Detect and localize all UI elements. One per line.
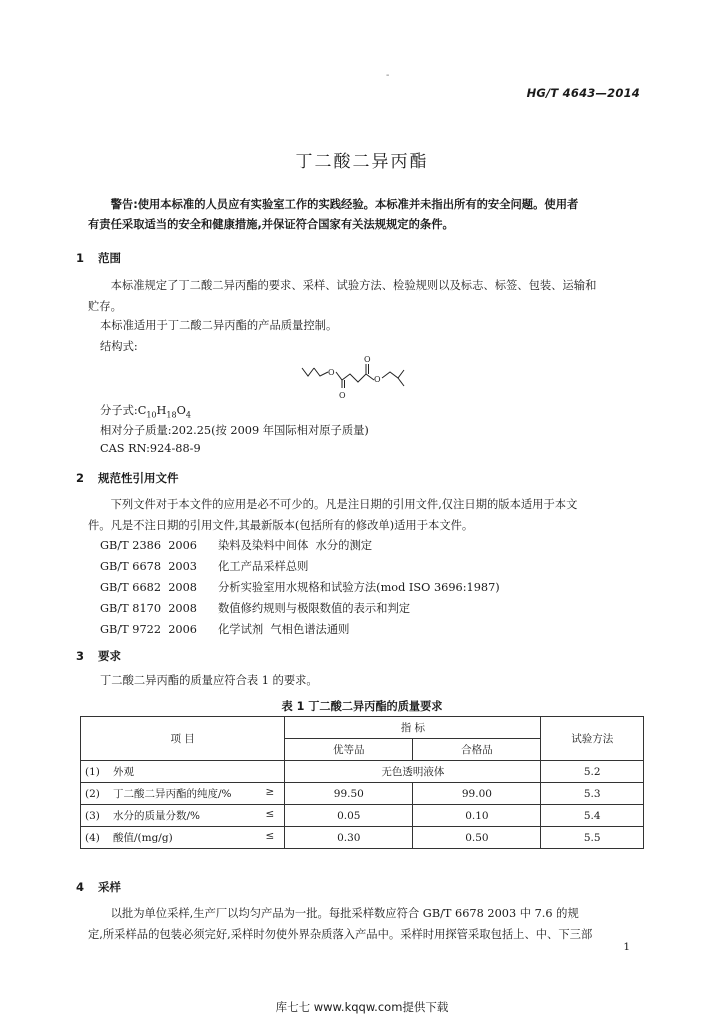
text-line: 定,所采样品的包装必须完好,采样时勿使外界杂质落入产品中。采样时用探管采取包括上、中、下三部 xyxy=(88,928,593,941)
structural-formula xyxy=(298,354,410,402)
reference-code: GB/T 9722 2006 xyxy=(100,623,197,636)
item-number: (2) xyxy=(85,788,100,800)
method-cell: 5.2 xyxy=(541,761,644,783)
reference-title: 化学试剂 气相色谱法通则 xyxy=(218,623,350,636)
text-line: 以批为单位采样,生产厂以均匀产品为一批。每批采样数应符合 GB/T 6678 2003 中 7.6 的规 xyxy=(110,907,579,920)
structure-left-isopropyl xyxy=(302,368,314,376)
table-caption: 表 1 丁二酸二异丙酯的质量要求 xyxy=(281,700,443,713)
method-cell: 5.3 xyxy=(541,783,644,805)
qualified-value-cell: 99.00 xyxy=(413,783,541,805)
reference-code: GB/T 8170 2008 xyxy=(100,602,197,615)
cas-number: CAS RN:924-88-9 xyxy=(100,442,201,455)
document-title: 丁二酸二异丙酯 xyxy=(295,152,429,172)
sampling-paragraph xyxy=(88,903,640,945)
section-title: 要求 xyxy=(98,649,121,663)
reference-item xyxy=(100,558,308,574)
item-limit-symbol: ≥ xyxy=(265,786,275,798)
item-name: 酸值/(mg/g) xyxy=(113,832,173,844)
reference-title: 化工产品采样总则 xyxy=(218,560,309,573)
molecular-formula xyxy=(100,402,191,419)
section-number: 2 xyxy=(76,471,85,485)
structure-label: 结构式: xyxy=(100,340,138,353)
section-number: 3 xyxy=(76,649,85,663)
structure-carbonyl-o-top: O xyxy=(364,355,371,364)
item-limit-symbol: ≤ xyxy=(265,830,275,842)
reference-code: GB/T 2386 2006 xyxy=(100,539,197,552)
reference-item xyxy=(100,537,372,553)
section-title: 范围 xyxy=(98,251,121,265)
item-cell xyxy=(81,783,285,805)
superior-value-cell: 0.30 xyxy=(285,827,413,849)
formula-prefix: 分子式:C xyxy=(100,404,147,417)
reference-title: 分析实验室用水规格和试验方法(mod ISO 3696:1987) xyxy=(218,581,500,594)
table-row xyxy=(81,783,644,805)
warning-line-1: 警告:使用本标准的人员应有实验室工作的实践经验。本标准并未指出所有的安全问题。使用者 xyxy=(110,198,579,211)
download-footer: 库七七 www.kqqw.com提供下载 xyxy=(275,1000,449,1014)
header-superior-grade: 优等品 xyxy=(285,739,413,761)
text-line: 本标准规定了丁二酸二异丙酯的要求、采样、试验方法、检验规则以及标志、标签、包装、运输和 xyxy=(110,279,597,292)
method-cell: 5.5 xyxy=(541,827,644,849)
warning-line-2: 有责任采取适当的安全和健康措施,并保证符合国家有关法规规定的条件。 xyxy=(88,218,454,231)
section-4-heading xyxy=(76,879,121,895)
header-test-method: 试验方法 xyxy=(541,717,644,761)
section-title: 采样 xyxy=(98,880,121,894)
warning-paragraph xyxy=(88,195,640,235)
structure-chain xyxy=(314,368,328,376)
normative-references-paragraph xyxy=(88,494,640,536)
molecular-weight: 相对分子质量:202.25(按 2009 年国际相对原子质量) xyxy=(100,424,369,437)
structure-right-methyl xyxy=(398,378,404,386)
table-row xyxy=(81,805,644,827)
item-name: 外观 xyxy=(113,766,134,778)
qualified-value-cell: 0.50 xyxy=(413,827,541,849)
reference-code: GB/T 6682 2008 xyxy=(100,581,197,594)
header-dot: - xyxy=(386,70,390,81)
scope-paragraph-2: 本标准适用于丁二酸二异丙酯的产品质量控制。 xyxy=(100,319,338,332)
requirements-paragraph: 丁二酸二异丙酯的质量应符合表 1 的要求。 xyxy=(100,674,318,687)
superior-value-cell: 0.05 xyxy=(285,805,413,827)
merged-value-cell: 无色透明液体 xyxy=(285,761,541,783)
item-number: (3) xyxy=(85,810,100,822)
reference-item xyxy=(100,579,500,595)
structure-carbonyl-o-bottom: O xyxy=(339,391,346,400)
item-cell xyxy=(81,761,285,783)
item-cell xyxy=(81,805,285,827)
scope-paragraph-1 xyxy=(88,275,640,317)
header-item: 项 目 xyxy=(81,717,285,761)
formula-h: H xyxy=(156,404,167,417)
section-1-heading xyxy=(76,250,121,266)
item-name: 水分的质量分数/% xyxy=(113,810,201,822)
reference-item xyxy=(100,621,349,637)
reference-title: 染料及染料中间体 水分的测定 xyxy=(218,539,373,552)
formula-o-count: 4 xyxy=(185,410,191,420)
formula-h-count: 18 xyxy=(166,410,177,420)
table-row xyxy=(81,761,644,783)
text-line: 件。凡是不注日期的引用文件,其最新版本(包括所有的修改单)适用于本文件。 xyxy=(88,519,474,532)
standard-code: HG/T 4643—2014 xyxy=(526,86,640,100)
item-number: (1) xyxy=(85,766,100,778)
quality-requirements-table xyxy=(80,716,644,849)
reference-code: GB/T 6678 2003 xyxy=(100,560,197,573)
structure-right-chain xyxy=(382,370,404,378)
formula-o: O xyxy=(176,404,186,417)
structure-ester-o-right: O xyxy=(374,375,381,384)
reference-item xyxy=(100,600,410,616)
table-row xyxy=(81,827,644,849)
header-qualified-grade: 合格品 xyxy=(413,739,541,761)
item-name: 丁二酸二异丙酯的纯度/% xyxy=(113,788,232,800)
text-line: 贮存。 xyxy=(88,300,122,313)
section-number: 4 xyxy=(76,880,85,894)
section-number: 1 xyxy=(76,251,85,265)
text-line: 下列文件对于本文件的应用是必不可少的。凡是注日期的引用文件,仅注日期的版本适用于本文 xyxy=(110,498,578,511)
item-limit-symbol: ≤ xyxy=(265,808,275,820)
table-header-row xyxy=(81,717,644,739)
structure-ester-o-left: O xyxy=(328,368,335,377)
section-2-heading xyxy=(76,470,179,486)
item-number: (4) xyxy=(85,832,100,844)
section-title: 规范性引用文件 xyxy=(98,471,179,485)
page-number: 1 xyxy=(623,941,630,953)
qualified-value-cell: 0.10 xyxy=(413,805,541,827)
method-cell: 5.4 xyxy=(541,805,644,827)
formula-c-count: 10 xyxy=(146,410,157,420)
header-index: 指 标 xyxy=(285,717,541,739)
item-cell xyxy=(81,827,285,849)
reference-title: 数值修约规则与极限数值的表示和判定 xyxy=(218,602,411,615)
superior-value-cell: 99.50 xyxy=(285,783,413,805)
section-3-heading xyxy=(76,648,121,664)
